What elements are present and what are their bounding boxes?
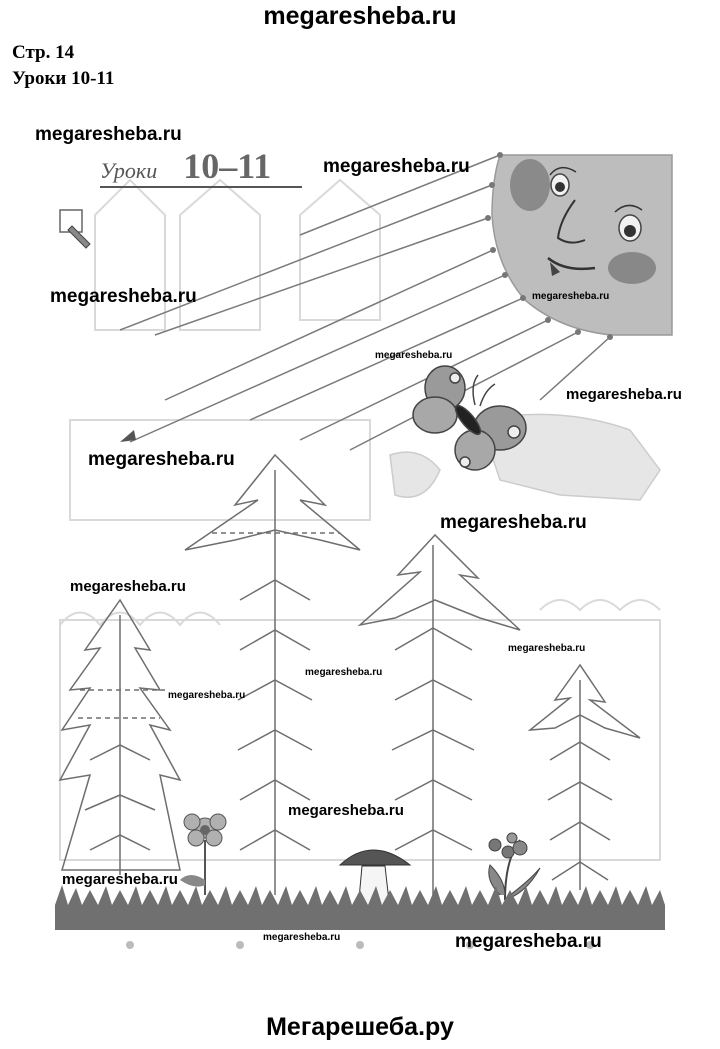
site-footer: Мегарешеба.ру: [266, 1013, 454, 1041]
watermark: megaresheba.ru: [168, 690, 246, 701]
watermark: megaresheba.ru: [263, 932, 341, 943]
page-number: Стр. 14: [12, 42, 75, 63]
watermark: megaresheba.ru: [288, 802, 404, 819]
arrow-icon: [120, 430, 136, 442]
lesson-title: [100, 145, 271, 187]
watermark: megaresheba.ru: [62, 871, 178, 888]
watermark: megaresheba.ru: [323, 156, 470, 177]
watermark: megaresheba.ru: [305, 667, 383, 678]
flower-image: [180, 814, 226, 895]
watermark: megaresheba.ru: [50, 286, 197, 307]
watermark: megaresheba.ru: [70, 578, 186, 595]
lesson-title-word: Уроки: [100, 158, 158, 183]
fir-tree-left: [60, 600, 180, 875]
worksheet-illustration: [50, 88, 690, 973]
sun-image: [492, 155, 672, 335]
watermark: megaresheba.ru: [455, 931, 602, 952]
lessons-label: Уроки 10-11: [12, 68, 115, 89]
watermark: megaresheba.ru: [88, 449, 235, 470]
watermark: megaresheba.ru: [375, 350, 453, 361]
watermark: megaresheba.ru: [532, 291, 610, 302]
watermark: megaresheba.ru: [440, 512, 587, 533]
grass-strip: [55, 885, 665, 930]
watermark: megaresheba.ru: [35, 124, 182, 145]
pencil-icon: [60, 210, 90, 248]
lesson-title-numbers: 10–11: [183, 146, 272, 186]
watermark: megaresheba.ru: [508, 643, 586, 654]
watermark: megaresheba.ru: [566, 386, 682, 403]
title-underline: [100, 186, 302, 188]
fir-tree-right: [530, 665, 640, 890]
site-header: megaresheba.ru: [263, 2, 457, 30]
